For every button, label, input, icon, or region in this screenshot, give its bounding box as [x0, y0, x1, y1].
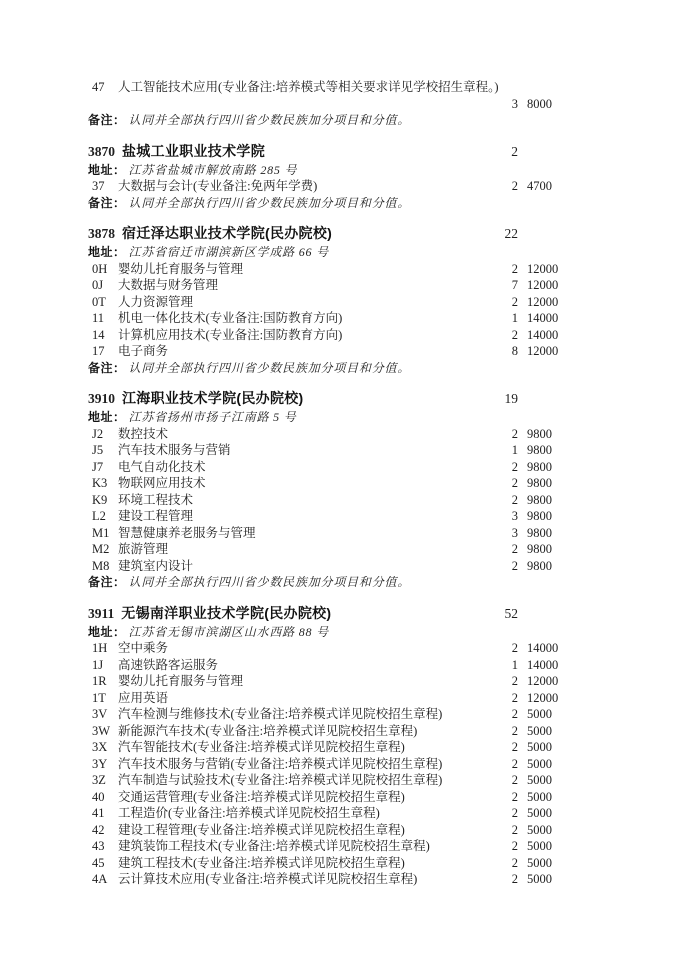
address-label: 地址：: [88, 410, 126, 424]
course-code: 3X: [92, 740, 108, 754]
course-fee: 5000: [527, 707, 552, 721]
course-fee: 9800: [527, 476, 552, 490]
course-row: [88, 79, 560, 112]
course-code: 0H: [92, 261, 108, 276]
course-name: 智慧健康养老服务与管理: [118, 525, 256, 540]
course-list: [88, 426, 560, 575]
course-name: 电子商务: [118, 344, 169, 358]
course-fee: 5000: [527, 740, 552, 754]
course-code: 4A: [92, 872, 108, 886]
course-name: 环境工程技术: [118, 492, 194, 507]
course-plan-count: 2: [511, 806, 518, 820]
course-plan-count: 2: [511, 756, 518, 771]
course-code: 1J: [92, 657, 104, 672]
course-plan-count: 1: [511, 311, 518, 325]
address-label: 地址：: [88, 624, 126, 639]
course-row: [88, 475, 560, 492]
address-value: 江苏省扬州市扬子江南路 5 号: [128, 410, 297, 424]
school-section: [88, 604, 560, 888]
course-code: 1T: [92, 690, 106, 705]
course-code: 0J: [92, 278, 104, 292]
course-name: 电气自动化技术: [118, 459, 206, 474]
school-title: [88, 142, 488, 162]
remark-value: 认同并全部执行四川省少数民族加分项目和分值。: [128, 195, 411, 210]
course-code: 37: [92, 179, 105, 193]
course-name: 建筑装饰工程技术(专业备注:培养模式详见院校招生章程): [118, 839, 430, 853]
course-plan-count: 2: [511, 872, 518, 886]
course-name: 交通运营管理(专业备注:培养模式详见院校招生章程): [118, 789, 405, 804]
course-name: 汽车技术服务与营销: [118, 443, 231, 457]
course-code: 42: [92, 822, 105, 837]
remark-label: 备注：: [88, 195, 126, 210]
course-plan-count: 2: [511, 558, 518, 573]
course-name: 数控技术: [118, 426, 169, 441]
course-plan-count: 2: [511, 707, 518, 721]
school-name: 盐城工业职业技术学院: [122, 142, 265, 159]
course-row: [88, 789, 560, 806]
course-plan-count: 2: [511, 327, 518, 342]
course-fee: 12000: [527, 344, 559, 358]
course-plan-count: 2: [511, 723, 518, 738]
school-title: [88, 604, 488, 624]
remark-value: 认同并全部执行四川省少数民族加分项目和分值。: [128, 360, 411, 375]
remark-label: 备注：: [88, 360, 126, 375]
course-name: 建筑室内设计: [118, 558, 194, 573]
remark-value: 认同并全部执行四川省少数民族加分项目和分值。: [128, 113, 411, 127]
course-plan-count: 2: [511, 294, 518, 309]
course-plan-count: 2: [511, 690, 518, 705]
address-value: 江苏省无锡市滨湖区山水西路 88 号: [128, 624, 329, 639]
course-name: 机电一体化技术(专业备注:国防教育方向): [118, 311, 343, 325]
course-fee: 5000: [527, 872, 552, 886]
course-fee: 5000: [527, 822, 552, 837]
address-label: 地址：: [88, 162, 126, 177]
address-row: [88, 244, 560, 261]
course-row: [88, 640, 560, 657]
course-row: [88, 673, 560, 690]
remark-row: [88, 112, 560, 129]
course-code: 47: [92, 80, 105, 94]
course-name: 婴幼儿托育服务与管理: [118, 674, 244, 688]
course-row: [88, 492, 560, 509]
course-row: [88, 178, 560, 195]
course-fee: 14000: [527, 327, 559, 342]
course-fee: 14000: [527, 311, 559, 325]
course-fee: 12000: [527, 294, 559, 309]
course-plan-count: 2: [511, 839, 518, 853]
address-row: [88, 624, 560, 641]
course-name: 物联网应用技术: [118, 476, 206, 490]
course-code: M1: [92, 525, 110, 540]
course-name: 汽车技术服务与营销(专业备注:培养模式详见院校招生章程): [118, 756, 443, 771]
course-plan-count: 2: [511, 492, 518, 507]
course-plan-count: 3: [511, 96, 518, 111]
course-row: [88, 706, 560, 723]
remark-label: 备注：: [88, 575, 126, 589]
course-fee: 12000: [527, 690, 559, 705]
course-code: 3Y: [92, 756, 108, 771]
school-name: 宿迁泽达职业技术学院(民办院校): [122, 225, 333, 241]
course-code: 14: [92, 327, 105, 342]
school-title: [88, 224, 488, 244]
course-name: 高速铁路客运服务: [118, 657, 219, 672]
course-row: [88, 459, 560, 476]
course-name: 建设工程管理(专业备注:培养模式详见院校招生章程): [118, 822, 405, 837]
course-row: [88, 558, 560, 575]
course-fee: 5000: [527, 773, 552, 787]
remark-row: [88, 360, 560, 377]
course-code: 0T: [92, 294, 106, 309]
course-plan-count: 3: [511, 525, 518, 540]
course-fee: 9800: [527, 443, 552, 457]
school-code: 3878: [88, 226, 115, 241]
course-plan-count: 2: [511, 542, 518, 556]
school-header-row: [88, 389, 560, 409]
course-code: 1R: [92, 674, 107, 688]
course-plan-count: 2: [511, 674, 518, 688]
course-fee: 9800: [527, 509, 552, 523]
course-fee: 14000: [527, 641, 559, 655]
course-name: 汽车智能技术(专业备注:培养模式详见院校招生章程): [118, 740, 405, 754]
document-content: [88, 79, 560, 888]
school-name: 江海职业技术学院(民办院校): [122, 390, 304, 406]
course-plan-count: 1: [511, 443, 518, 457]
course-name: 汽车检测与维修技术(专业备注:培养模式详见院校招生章程): [118, 707, 443, 721]
course-name: 应用英语: [118, 690, 169, 705]
course-name: 大数据与财务管理: [118, 278, 219, 292]
course-plan-count: 2: [511, 740, 518, 754]
course-row: [88, 838, 560, 855]
course-code: 3Z: [92, 773, 106, 787]
course-plan-count: 2: [511, 261, 518, 276]
course-row: [88, 739, 560, 756]
school-plan-count: 52: [504, 605, 518, 621]
course-name: 计算机应用技术(专业备注:国防教育方向): [118, 327, 343, 342]
course-fee: 9800: [527, 558, 552, 573]
course-row: [88, 723, 560, 740]
course-fee: 9800: [527, 525, 552, 540]
course-fee: 8000: [527, 96, 552, 111]
course-name: 空中乘务: [118, 641, 169, 655]
course-row: [88, 822, 560, 839]
address-value: 江苏省宿迁市湖滨新区学成路 66 号: [128, 245, 329, 259]
school-title: [88, 389, 488, 409]
course-code: K3: [92, 476, 108, 490]
course-name: 人工智能技术应用(专业备注:培养模式等相关要求详见学校招生章程。): [118, 80, 499, 94]
school-plan-count: 19: [504, 391, 518, 406]
course-name: 建设工程管理: [118, 509, 194, 523]
course-name: 建筑工程技术(专业备注:培养模式详见院校招生章程): [118, 855, 405, 870]
course-plan-count: 2: [511, 426, 518, 441]
course-name: 旅游管理: [118, 542, 169, 556]
course-fee: 5000: [527, 839, 552, 853]
course-fee: 5000: [527, 806, 552, 820]
course-fee: 5000: [527, 756, 552, 771]
school-code: 3870: [88, 143, 115, 159]
course-name: 新能源汽车技术(专业备注:培养模式详见院校招生章程): [118, 723, 418, 738]
address-value: 江苏省盐城市解放南路 285 号: [128, 162, 298, 177]
course-code: 45: [92, 855, 105, 870]
course-plan-count: 2: [511, 179, 518, 193]
course-plan-count: 2: [511, 476, 518, 490]
course-name: 汽车制造与试验技术(专业备注:培养模式详见院校招生章程): [118, 773, 443, 787]
school-section: [88, 389, 560, 591]
course-row: [88, 310, 560, 327]
course-list: [88, 261, 560, 360]
course-fee: 14000: [527, 657, 559, 672]
course-fee: 12000: [527, 674, 559, 688]
school-header-row: [88, 142, 560, 162]
course-code: 17: [92, 344, 105, 358]
course-code: 3V: [92, 707, 108, 721]
course-row: [88, 277, 560, 294]
course-fee: 4700: [527, 179, 552, 193]
school-header-row: [88, 604, 560, 624]
course-fee: 5000: [527, 855, 552, 870]
course-fee: 12000: [527, 261, 559, 276]
course-fee: 5000: [527, 723, 552, 738]
course-plan-count: 8: [511, 344, 518, 358]
course-fee: 9800: [527, 492, 552, 507]
course-row: [88, 294, 560, 311]
address-row: [88, 162, 560, 179]
remark-row: [88, 195, 560, 212]
course-plan-count: 1: [511, 657, 518, 672]
course-row: [88, 327, 560, 344]
course-row: [88, 690, 560, 707]
course-fee: 9800: [527, 426, 552, 441]
course-row: [88, 541, 560, 558]
course-row: [88, 508, 560, 525]
school-header-row: [88, 224, 560, 244]
course-row: [88, 442, 560, 459]
remark-label: 备注：: [88, 113, 126, 127]
course-code: 1H: [92, 641, 108, 655]
address-label: 地址：: [88, 245, 126, 259]
course-code: L2: [92, 509, 106, 523]
course-code: 3W: [92, 723, 111, 738]
school-name: 无锡南洋职业技术学院(民办院校): [121, 604, 332, 621]
course-code: J2: [92, 426, 104, 441]
course-row: [88, 657, 560, 674]
course-row: [88, 772, 560, 789]
school-section: [88, 224, 560, 376]
course-row: [88, 261, 560, 278]
course-row: [88, 855, 560, 872]
school-plan-count: 2: [511, 143, 518, 159]
course-fee: 9800: [527, 459, 552, 474]
school-plan-count: 22: [504, 226, 518, 241]
school-code: 3911: [88, 605, 115, 621]
course-code: J7: [92, 459, 104, 474]
course-list: [88, 178, 560, 195]
course-plan-count: 2: [511, 773, 518, 787]
course-code: J5: [92, 443, 104, 457]
course-code: 11: [92, 311, 105, 325]
school-section: [88, 142, 560, 212]
course-fee: 12000: [527, 278, 559, 292]
course-list: [88, 640, 560, 888]
address-row: [88, 409, 560, 426]
course-row: [88, 426, 560, 443]
course-plan-count: 2: [511, 822, 518, 837]
course-code: M2: [92, 542, 110, 556]
course-row: [88, 871, 560, 888]
course-name: 工程造价(专业备注:培养模式详见院校招生章程): [118, 806, 380, 820]
course-code: 40: [92, 789, 105, 804]
course-fee: 9800: [527, 542, 552, 556]
course-name: 云计算技术应用(专业备注:培养模式详见院校招生章程): [118, 872, 418, 886]
school-code: 3910: [88, 391, 115, 406]
course-plan-count: 2: [511, 789, 518, 804]
remark-value: 认同并全部执行四川省少数民族加分项目和分值。: [128, 575, 411, 589]
course-name: 大数据与会计(专业备注:免两年学费): [118, 179, 318, 193]
course-plan-count: 2: [511, 459, 518, 474]
course-name: 人力资源管理: [118, 294, 194, 309]
course-row: [88, 525, 560, 542]
course-row: [88, 756, 560, 773]
course-plan-count: 2: [511, 641, 518, 655]
course-code: M8: [92, 558, 110, 573]
course-plan-count: 3: [511, 509, 518, 523]
course-plan-count: 2: [511, 855, 518, 870]
course-list: [88, 79, 560, 112]
course-code: 41: [92, 806, 105, 820]
course-code: 43: [92, 839, 105, 853]
course-code: K9: [92, 492, 108, 507]
course-plan-count: 7: [511, 278, 518, 292]
course-row: [88, 343, 560, 360]
course-name: 婴幼儿托育服务与管理: [118, 261, 244, 276]
course-fee: 5000: [527, 789, 552, 804]
remark-row: [88, 574, 560, 591]
course-row: [88, 805, 560, 822]
school-section: [88, 79, 560, 129]
